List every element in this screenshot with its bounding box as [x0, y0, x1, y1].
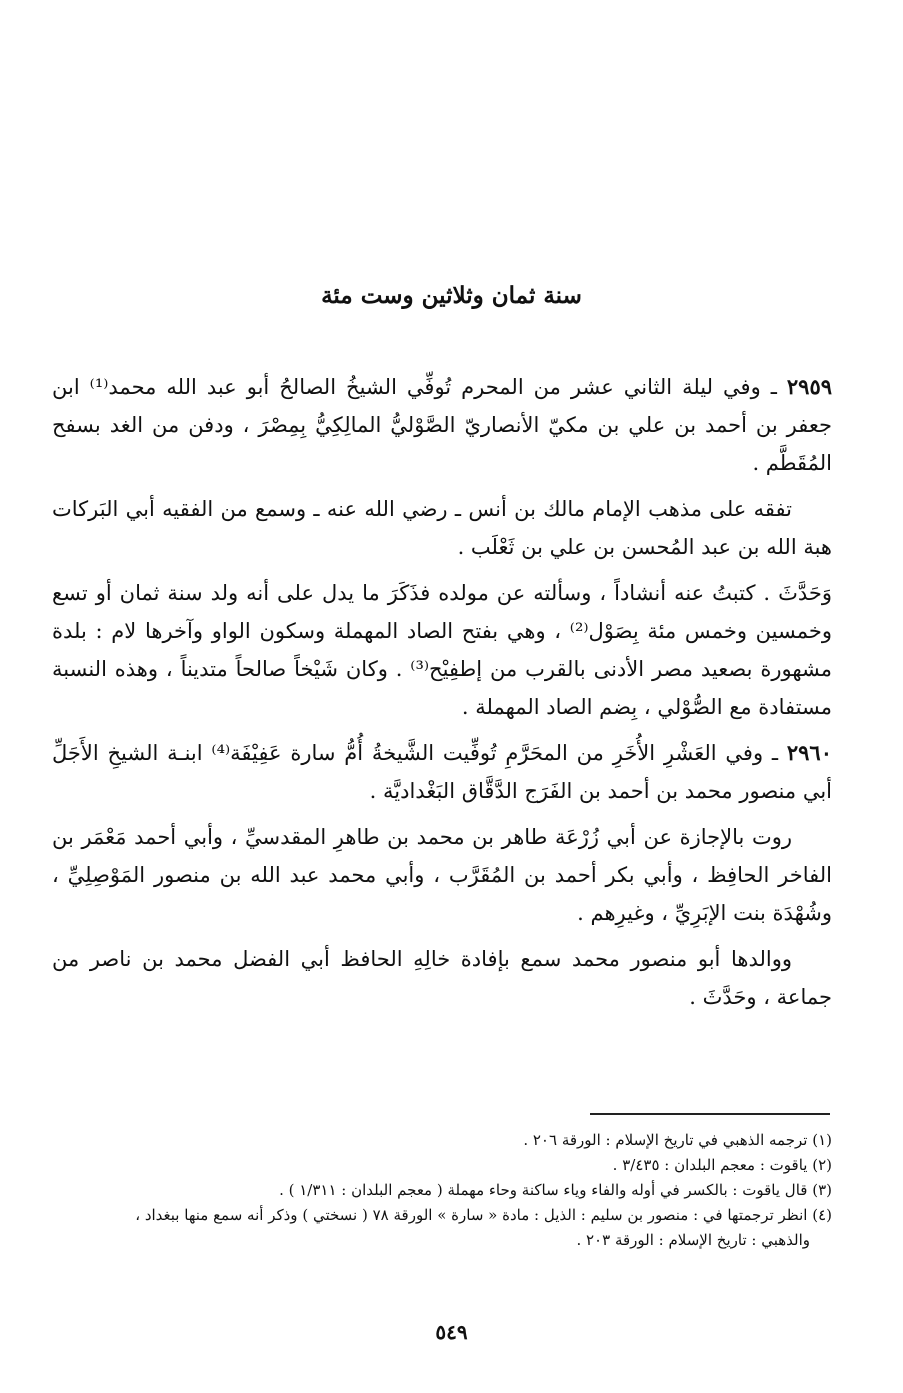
entry-text: ـ وفي العَشْرِ الأُخَرِ من المحَرَّمِ تُوفِّيت الشَّيخةُ أُمُّ سارة عَفِيْفَة⁽⁴⁾ ابنـة الشيخِ الأَجَلِّ أبي منصور محمد بن أحمد بن الفَرَج الدَّقَّاق البَغْداديَّة . — [52, 741, 832, 803]
footnote-1: (١) ترجمه الذهبي في تاريخ الإسلام : الورقة ٢٠٦ . — [523, 1131, 832, 1149]
footnote-4-continued: والذهبي : تاريخ الإسلام : الورقة ٢٠٣ . — [576, 1231, 810, 1249]
footnote-3: (٣) قال ياقوت : بالكسر في أوله والفاء وياء ساكنة وحاء مهملة ( معجم البلدان : ١/٣١١ ) . — [279, 1181, 832, 1199]
main-text — [52, 368, 832, 1024]
entry-text: ـ وفي ليلة الثاني عشر من المحرم تُوفِّي الشيخُ الصالحُ أبو عبد الله محمد⁽¹⁾ ابن جعفر بن أحمد بن علي بن مكيّ الأنصاريّ الصَّوْليُّ المالِكِيُّ بِمِصْرَ ، ودفن من الغد بسفح المُقَطَّم . — [52, 375, 832, 475]
footnote-2: (٢) ياقوت : معجم البلدان : ٣/٤٣٥ . — [612, 1156, 832, 1174]
entry-2959-para-1 — [52, 368, 832, 482]
entry-2960-para-1 — [52, 734, 832, 810]
page-title: سنة ثمان وثلاثين وست مئة — [321, 282, 582, 309]
page-number: ٥٤٩ — [435, 1320, 468, 1344]
entry-number: ٢٩٦٠ — [786, 740, 832, 765]
entry-2959-para-2: تفقه على مذهب الإمام مالك بن أنس ـ رضي الله عنه ـ وسمع من الفقيه أبي البَركات هبة الله بن عبد المُحسن بن علي بن ثَعْلَب . — [52, 497, 832, 559]
entry-2960-para-2: روت بالإجازة عن أبي زُرْعَة طاهر بن محمد بن طاهرِ المقدسيِّ ، وأبي أحمد مَعْمَر بن الفاخر الحافِظ ، وأبي بكر أحمد بن المُقَرَّب ، وأبي محمد عبد الله بن منصور المَوْصِلِيِّ ، وشُهْدَة بنت الإبَرِيِّ ، وغيرِهم . — [52, 825, 832, 925]
entry-2960-para-3: ووالدها أبو منصور محمد سمع بإفادة خالِهِ الحافظ أبي الفضل محمد بن ناصر من جماعة ، وحَدَّثَ . — [52, 947, 832, 1009]
footnotes — [52, 1128, 832, 1253]
entry-2959-para-3: وَحَدَّثَ . كتبتُ عنه أنشاداً ، وسألته عن مولده فذَكَرَ ما يدل على أنه ولد سنة ثمان أو تسع وخمسين وخمس مئة بِصَوْل⁽²⁾ ، وهي بفتح الصاد المهملة وسكون الواو وآخرها لام : بلدة مشهورة بصعيد مصر الأدنى بالقرب من إطفِيْح⁽³⁾ . وكان شَيْخاً صالحاً متديناً ، وهذه النسبة مستفادة مع الصُّوْلي ، بِضم الصاد المهملة . — [52, 581, 832, 719]
entry-number: ٢٩٥٩ — [786, 374, 833, 399]
footnote-4: (٤) انظر ترجمتها في : منصور بن سليم : الذيل : مادة « سارة » الورقة ٧٨ ( نسختي ) وذكر أنه سمع منها ببغداد ، — [135, 1206, 832, 1224]
footnote-divider — [590, 1113, 830, 1115]
